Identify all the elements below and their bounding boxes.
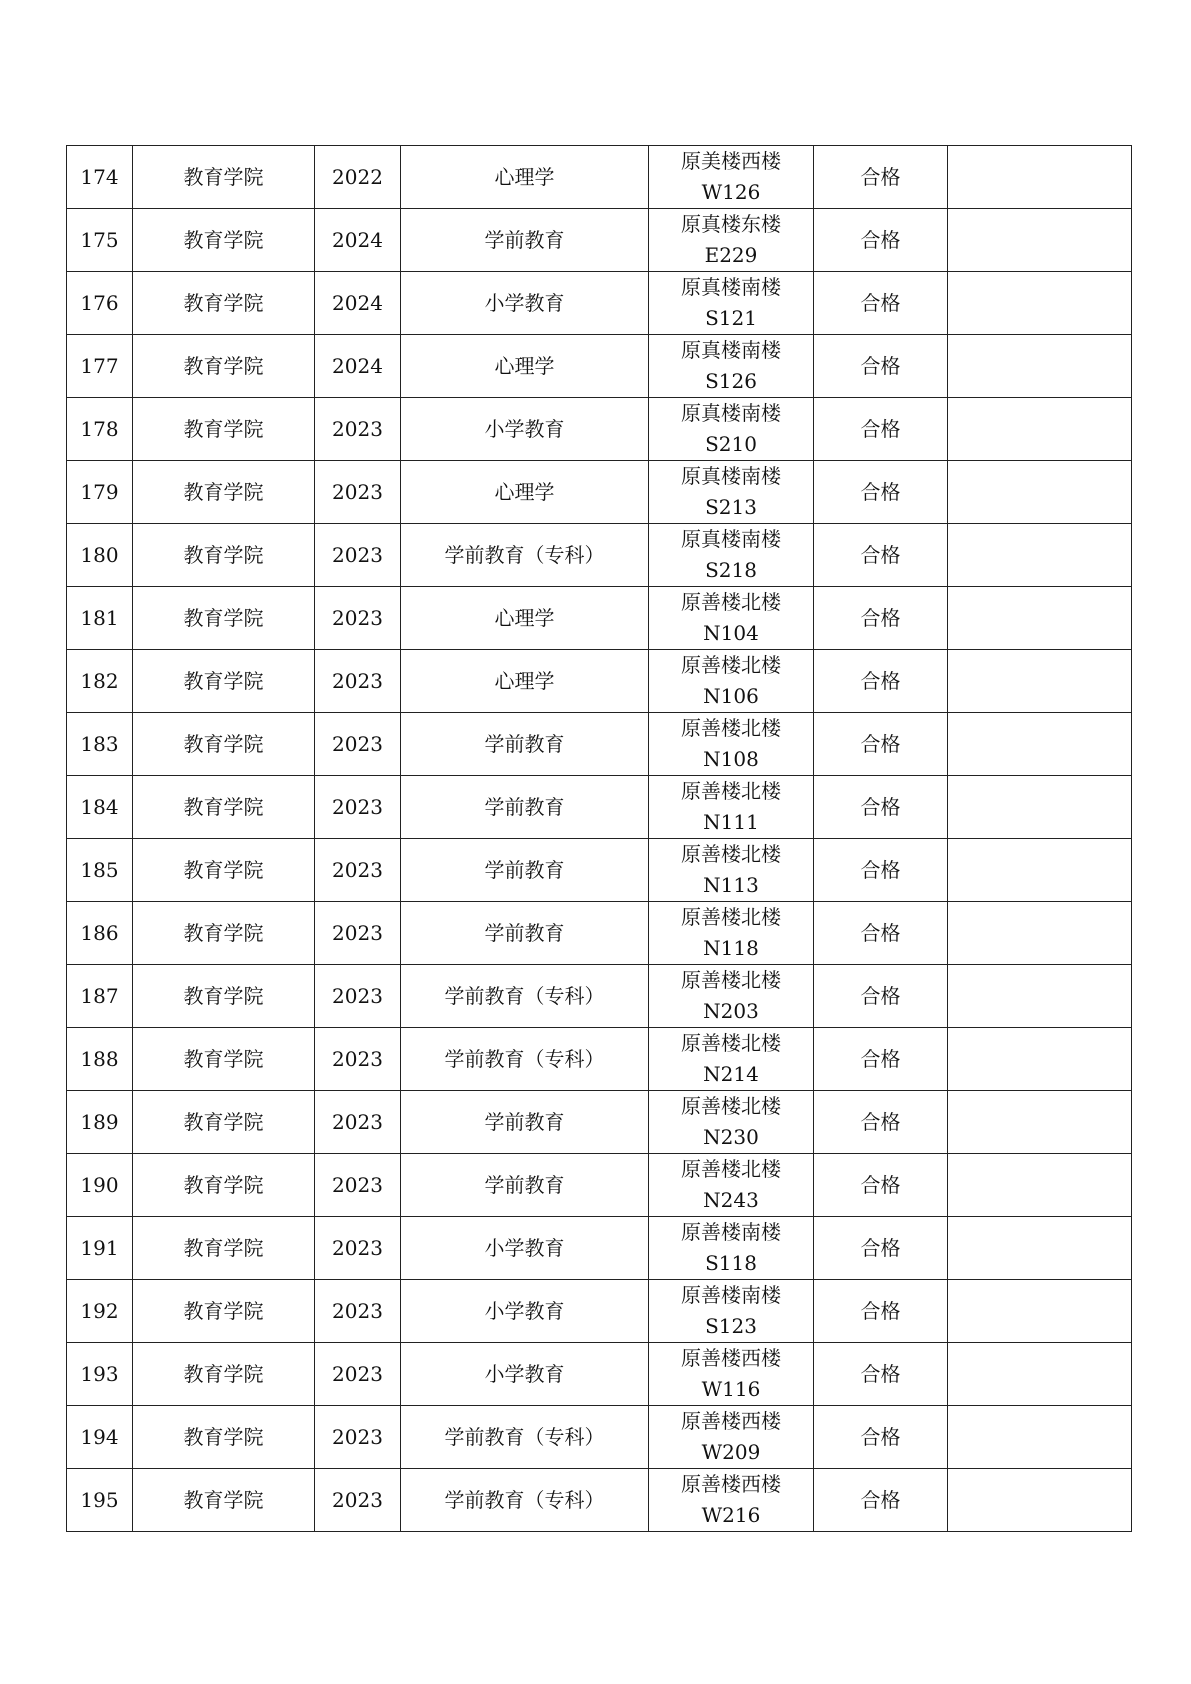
dorm-room-cell [649,839,814,902]
result-cell: 合格 [814,1154,948,1217]
dorm-room-cell [649,1091,814,1154]
table-row [67,1469,1132,1532]
note-cell [948,587,1132,650]
college-cell: 教育学院 [133,398,315,461]
dorm-room-cell [649,398,814,461]
major-cell: 心理学 [401,587,649,650]
building-name: 原真楼南楼 [681,401,781,425]
major-cell: 学前教育（专科） [401,524,649,587]
result-cell: 合格 [814,650,948,713]
row-number-cell: 175 [67,209,133,272]
major-cell: 学前教育 [401,1091,649,1154]
dorm-room-cell [649,1154,814,1217]
major-cell: 小学教育 [401,1343,649,1406]
major-cell: 心理学 [401,146,649,209]
table-row [67,1091,1132,1154]
dorm-room-cell [649,902,814,965]
note-cell [948,209,1132,272]
dorm-room-cell [649,272,814,335]
room-number: S210 [705,432,757,456]
table-body [67,146,1132,1532]
row-number-cell: 184 [67,776,133,839]
college-cell: 教育学院 [133,713,315,776]
result-cell: 合格 [814,461,948,524]
building-name: 原善楼北楼 [681,1157,781,1181]
room-number: S123 [705,1314,757,1338]
room-number: N113 [703,873,759,897]
table-row [67,524,1132,587]
table-row [67,398,1132,461]
dorm-room-cell [649,1343,814,1406]
dorm-room-cell [649,335,814,398]
table-row [67,335,1132,398]
note-cell [948,650,1132,713]
year-cell: 2023 [315,1469,401,1532]
year-cell: 2023 [315,965,401,1028]
college-cell: 教育学院 [133,1280,315,1343]
dorm-room-cell [649,587,814,650]
major-cell: 小学教育 [401,398,649,461]
row-number-cell: 185 [67,839,133,902]
row-number-cell: 188 [67,1028,133,1091]
note-cell [948,398,1132,461]
room-number: S218 [705,558,757,582]
room-number: W216 [701,1503,761,1527]
year-cell: 2024 [315,272,401,335]
college-cell: 教育学院 [133,650,315,713]
table-row [67,1343,1132,1406]
result-cell: 合格 [814,839,948,902]
college-cell: 教育学院 [133,146,315,209]
building-name: 原善楼西楼 [681,1472,781,1496]
room-number: N111 [703,810,759,834]
note-cell [948,1028,1132,1091]
major-cell: 心理学 [401,335,649,398]
year-cell: 2024 [315,335,401,398]
room-number: E229 [704,243,758,267]
table-row [67,1406,1132,1469]
room-number: S213 [705,495,757,519]
row-number-cell: 183 [67,713,133,776]
room-number: N108 [703,747,759,771]
year-cell: 2023 [315,1280,401,1343]
year-cell: 2023 [315,650,401,713]
row-number-cell: 176 [67,272,133,335]
major-cell: 学前教育（专科） [401,1028,649,1091]
table-row [67,146,1132,209]
table-row [67,839,1132,902]
college-cell: 教育学院 [133,902,315,965]
dorm-room-cell [649,650,814,713]
note-cell [948,461,1132,524]
result-cell: 合格 [814,1280,948,1343]
room-number: N203 [703,999,759,1023]
room-number: N104 [703,621,759,645]
building-name: 原善楼北楼 [681,1031,781,1055]
note-cell [948,1469,1132,1532]
building-name: 原真楼南楼 [681,275,781,299]
dorm-room-cell [649,209,814,272]
year-cell: 2023 [315,839,401,902]
major-cell: 学前教育 [401,902,649,965]
building-name: 原善楼南楼 [681,1283,781,1307]
building-name: 原善楼西楼 [681,1409,781,1433]
college-cell: 教育学院 [133,461,315,524]
row-number-cell: 194 [67,1406,133,1469]
table-row [67,1280,1132,1343]
result-cell: 合格 [814,1217,948,1280]
major-cell: 学前教育（专科） [401,965,649,1028]
row-number-cell: 186 [67,902,133,965]
building-name: 原善楼南楼 [681,1220,781,1244]
note-cell [948,1091,1132,1154]
room-number: N230 [703,1125,759,1149]
table-row [67,965,1132,1028]
year-cell: 2023 [315,1091,401,1154]
dorm-room-cell [649,776,814,839]
college-cell: 教育学院 [133,1217,315,1280]
building-name: 原美楼西楼 [681,149,781,173]
major-cell: 学前教育 [401,209,649,272]
major-cell: 心理学 [401,650,649,713]
year-cell: 2023 [315,1406,401,1469]
dorm-room-cell [649,1406,814,1469]
result-cell: 合格 [814,713,948,776]
table-row [67,272,1132,335]
row-number-cell: 178 [67,398,133,461]
room-number: S126 [705,369,757,393]
college-cell: 教育学院 [133,1469,315,1532]
result-cell: 合格 [814,965,948,1028]
dorm-room-cell [649,524,814,587]
row-number-cell: 192 [67,1280,133,1343]
row-number-cell: 190 [67,1154,133,1217]
result-cell: 合格 [814,587,948,650]
year-cell: 2023 [315,1217,401,1280]
room-number: S118 [705,1251,757,1275]
note-cell [948,965,1132,1028]
result-cell: 合格 [814,1406,948,1469]
major-cell: 学前教育（专科） [401,1469,649,1532]
room-number: N118 [703,936,759,960]
building-name: 原善楼北楼 [681,779,781,803]
building-name: 原善楼北楼 [681,842,781,866]
building-name: 原真楼南楼 [681,464,781,488]
row-number-cell: 187 [67,965,133,1028]
dorm-room-cell [649,965,814,1028]
row-number-cell: 195 [67,1469,133,1532]
table-row [67,713,1132,776]
table-row [67,1154,1132,1217]
dorm-room-cell [649,1469,814,1532]
college-cell: 教育学院 [133,1091,315,1154]
records-table [66,145,1132,1532]
row-number-cell: 191 [67,1217,133,1280]
note-cell [948,1343,1132,1406]
college-cell: 教育学院 [133,1343,315,1406]
building-name: 原真楼东楼 [681,212,781,236]
year-cell: 2023 [315,1154,401,1217]
result-cell: 合格 [814,272,948,335]
college-cell: 教育学院 [133,839,315,902]
row-number-cell: 193 [67,1343,133,1406]
college-cell: 教育学院 [133,1406,315,1469]
dorm-room-cell [649,146,814,209]
year-cell: 2023 [315,776,401,839]
room-number: W126 [701,180,761,204]
major-cell: 小学教育 [401,1280,649,1343]
result-cell: 合格 [814,335,948,398]
note-cell [948,902,1132,965]
room-number: N106 [703,684,759,708]
row-number-cell: 181 [67,587,133,650]
college-cell: 教育学院 [133,587,315,650]
result-cell: 合格 [814,776,948,839]
table-row [67,209,1132,272]
result-cell: 合格 [814,146,948,209]
note-cell [948,272,1132,335]
college-cell: 教育学院 [133,524,315,587]
table-row [67,461,1132,524]
year-cell: 2023 [315,524,401,587]
major-cell: 学前教育（专科） [401,1406,649,1469]
row-number-cell: 174 [67,146,133,209]
note-cell [948,335,1132,398]
result-cell: 合格 [814,902,948,965]
building-name: 原真楼南楼 [681,338,781,362]
result-cell: 合格 [814,1469,948,1532]
building-name: 原善楼西楼 [681,1346,781,1370]
row-number-cell: 182 [67,650,133,713]
result-cell: 合格 [814,1343,948,1406]
major-cell: 小学教育 [401,1217,649,1280]
major-cell: 学前教育 [401,776,649,839]
result-cell: 合格 [814,398,948,461]
dorm-room-cell [649,713,814,776]
row-number-cell: 179 [67,461,133,524]
note-cell [948,1154,1132,1217]
room-number: W209 [701,1440,761,1464]
note-cell [948,839,1132,902]
note-cell [948,524,1132,587]
building-name: 原真楼南楼 [681,527,781,551]
major-cell: 小学教育 [401,272,649,335]
note-cell [948,146,1132,209]
note-cell [948,1280,1132,1343]
result-cell: 合格 [814,209,948,272]
result-cell: 合格 [814,1091,948,1154]
note-cell [948,1406,1132,1469]
year-cell: 2023 [315,398,401,461]
year-cell: 2023 [315,1343,401,1406]
table-row [67,1217,1132,1280]
year-cell: 2023 [315,461,401,524]
table-row [67,902,1132,965]
college-cell: 教育学院 [133,776,315,839]
year-cell: 2023 [315,1028,401,1091]
building-name: 原善楼北楼 [681,653,781,677]
major-cell: 学前教育 [401,1154,649,1217]
building-name: 原善楼北楼 [681,590,781,614]
college-cell: 教育学院 [133,272,315,335]
year-cell: 2023 [315,902,401,965]
college-cell: 教育学院 [133,1028,315,1091]
building-name: 原善楼北楼 [681,1094,781,1118]
year-cell: 2022 [315,146,401,209]
table-row [67,776,1132,839]
table-row [67,587,1132,650]
dorm-room-cell [649,461,814,524]
note-cell [948,713,1132,776]
major-cell: 学前教育 [401,713,649,776]
building-name: 原善楼北楼 [681,716,781,740]
result-cell: 合格 [814,524,948,587]
room-number: S121 [705,306,757,330]
major-cell: 心理学 [401,461,649,524]
year-cell: 2023 [315,587,401,650]
college-cell: 教育学院 [133,335,315,398]
year-cell: 2023 [315,713,401,776]
room-number: W116 [701,1377,761,1401]
row-number-cell: 180 [67,524,133,587]
major-cell: 学前教育 [401,839,649,902]
dorm-room-cell [649,1217,814,1280]
room-number: N214 [703,1062,759,1086]
table-row [67,1028,1132,1091]
table-row [67,650,1132,713]
college-cell: 教育学院 [133,1154,315,1217]
dorm-room-cell [649,1280,814,1343]
room-number: N243 [703,1188,759,1212]
note-cell [948,776,1132,839]
year-cell: 2024 [315,209,401,272]
building-name: 原善楼北楼 [681,905,781,929]
building-name: 原善楼北楼 [681,968,781,992]
college-cell: 教育学院 [133,965,315,1028]
note-cell [948,1217,1132,1280]
dorm-room-cell [649,1028,814,1091]
row-number-cell: 177 [67,335,133,398]
college-cell: 教育学院 [133,209,315,272]
row-number-cell: 189 [67,1091,133,1154]
result-cell: 合格 [814,1028,948,1091]
